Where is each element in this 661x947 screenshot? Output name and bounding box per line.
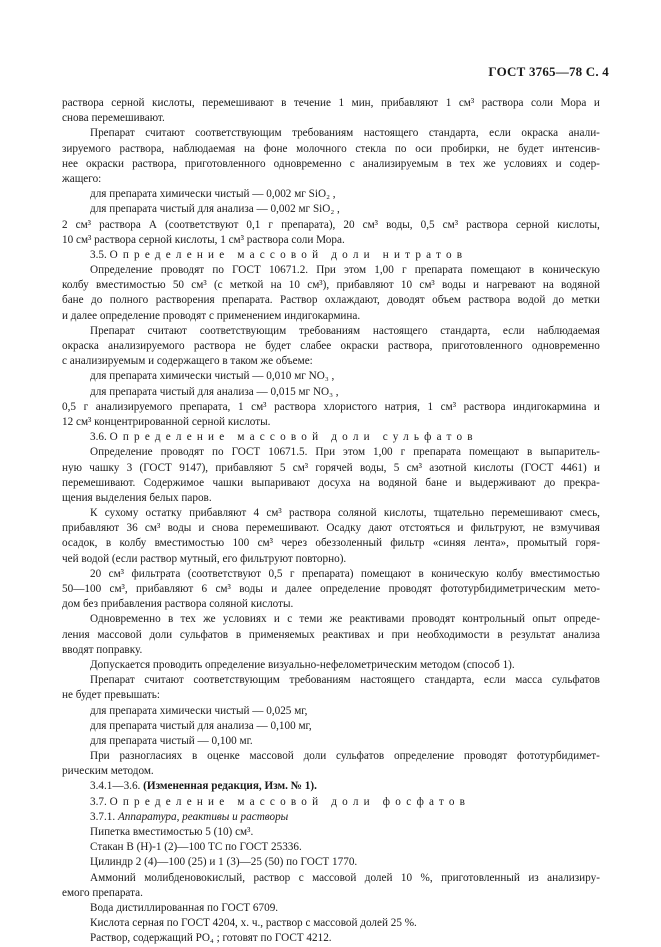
text-line: Препарат считают соответствующим требованиям настоящего стандарта, если масса сульфатов <box>90 674 600 687</box>
document-body <box>62 96 600 947</box>
page-header: ГОСТ 3765—78 С. 4 <box>488 64 609 79</box>
text-line: Аммоний молибденовокислый, раствор с массовой долей 10 %, приготовленный из анализиру- <box>90 871 600 884</box>
text-line: для препарата чистый — 0,100 мг. <box>90 734 253 747</box>
text-line: зируемого раствора, наблюдаемая на фоне молочного стекла по оси пробирки, не будет интенсив- <box>62 142 600 155</box>
text-line: Определение проводят по ГОСТ 10671.5. При этом 1,00 г препарата помещают в выпаритель- <box>90 446 600 459</box>
text-line: Цилиндр 2 (4)—100 (25) и 1 (3)—25 (50) по ГОСТ 1770. <box>90 856 358 869</box>
text-line: 12 см³ концентрированной серной кислоты. <box>62 415 271 428</box>
text-line: При разногласиях в оценке массовой доли сульфатов определение проводят фототурбидимет- <box>90 750 600 763</box>
text-line: К сухому остатку прибавляют 4 см³ раствора соляной кислоты, тщательно перемешивают смесь, <box>90 507 600 520</box>
text-line: ную чашку 3 (ГОСТ 9147), прибавляют 5 см³ горячей воды, 5 см³ азотной кислоты (ГОСТ 4461) и <box>62 461 600 474</box>
text-line: и далее определение проводят с применением индигокармина. <box>62 309 361 322</box>
amendment-note <box>62 779 600 794</box>
text-line: Раствор, содержащий PO₄ ; готовят по ГОСТ 4212. <box>90 932 332 945</box>
text-line: 10 см³ раствора серной кислоты, 1 см³ раствора соли Мора. <box>62 233 345 246</box>
subsection-number: 3.7.1. <box>90 810 116 823</box>
section-heading <box>62 430 600 445</box>
text-line: с анализируемым и содержащего в таком же объеме: <box>62 355 313 368</box>
section-number: 3.5. <box>90 248 107 261</box>
text-line: Препарат считают соответствующим требованиям настоящего стандарта, если наблюдаемая <box>90 324 600 337</box>
section-title: Определение массовой доли нитратов <box>109 248 468 261</box>
text-line: для препарата химически чистый — 0,025 мг, <box>90 704 308 717</box>
text-line: прибавляют 36 см³ воды и снова перемешивают. Осадку дают отстояться и фильтруют, не взмучивая <box>62 522 600 535</box>
section-number: 3.6. <box>90 431 107 444</box>
text-line: для препарата химически чистый — 0,002 мг SiO₂ , <box>90 188 336 201</box>
text-line: 2 см³ раствора А (соответствуют 0,1 г препарата), 20 см³ воды, 0,5 см³ раствора серной кислоты, <box>62 218 600 231</box>
section-title: Определение массовой доли сульфатов <box>109 431 478 444</box>
text-line: ления массовой доли сульфатов в применяемых реактивах и при необходимости в результат анализа <box>62 628 600 641</box>
text-line: щения выделения белых паров. <box>62 491 212 504</box>
text-line: чей водой (если раствор мутный, его фильтруют повторно). <box>62 552 347 565</box>
text-line: 50—100 см³, прибавляют 6 см³ воды и далее определение проводят фототурбидиметрическим мето- <box>62 583 600 595</box>
section-heading <box>62 248 600 263</box>
text-line: перемешивают. Содержимое чашки выпаривают досуха на водяной бане и выдерживают до прекра- <box>62 476 600 489</box>
text-line: нее окраски раствора, приготовленного одновременно с анализируемым в тех же условиях и содер- <box>62 157 600 170</box>
subsection-heading <box>62 810 600 825</box>
text-line: Определение проводят по ГОСТ 10671.2. При этом 1,00 г препарата помещают в коническую <box>90 264 600 277</box>
amendment-range: 3.4.1—3.6. <box>90 780 141 793</box>
text-line: Кислота серная по ГОСТ 4204, х. ч., раствор с массовой долей 25 %. <box>90 917 417 930</box>
text-line: бане до полного растворения препарата. Раствор охлаждают, доводят объем раствора водой до метки <box>62 294 600 307</box>
text-line: 0,5 г анализируемого препарата, 1 см³ раствора хлористого натрия, 1 см³ раствора индигокармина и <box>62 400 600 413</box>
text-line: вводят поправку. <box>62 643 143 656</box>
text-line: для препарата чистый для анализа — 0,015 мг NO₃ , <box>90 385 339 398</box>
text-line: раствора серной кислоты, перемешивают в течение 1 мин, прибавляют 1 см³ раствора соли Мора и <box>62 97 600 109</box>
text-line: рическим методом. <box>62 765 154 778</box>
text-line: не будет превышать: <box>62 689 160 702</box>
amendment-text: (Измененная редакция, Изм. № 1). <box>143 780 317 793</box>
section-number: 3.7. <box>90 795 107 808</box>
text-line: снова перемешивают. <box>62 112 165 125</box>
text-line: Пипетка вместимостью 5 (10) см³. <box>90 826 254 838</box>
text-line: для препарата чистый для анализа — 0,002 мг SiO₂ , <box>90 203 340 216</box>
text-line: дом без прибавления раствора соляной кислоты. <box>62 598 294 611</box>
text-line: Допускается проводить определение визуально-нефелометрическим методом (способ 1). <box>90 658 515 671</box>
text-line: 20 см³ фильтрата (соответствуют 0,5 г препарата) помещают в коническую колбу вместимостью <box>90 567 600 580</box>
text-line: Вода дистиллированная по ГОСТ 6709. <box>90 901 279 914</box>
text-line: жащего: <box>62 172 102 185</box>
text-line: емого препарата. <box>62 886 143 899</box>
text-line: окраска анализируемого раствора не будет слабее окраски раствора, приготовленного одновременно <box>62 340 600 352</box>
text-line: для препарата химически чистый — 0,010 мг NO₃ , <box>90 370 335 383</box>
text-line: Одновременно в тех же условиях и с теми же реактивами проводят контрольный опыт опреде- <box>90 613 600 626</box>
text-line: Препарат считают соответствующим требованиям настоящего стандарта, если окраска анали- <box>90 127 600 140</box>
text-line: для препарата чистый для анализа — 0,100 мг, <box>90 719 312 732</box>
section-heading <box>62 795 600 810</box>
subsection-title: Аппаратура, реактивы и растворы <box>117 810 289 823</box>
text-line: осадок, в колбу вместимостью 100 см³ через обеззоленный фильтр «синяя лента», промытый горя- <box>62 537 600 550</box>
text-line: колбу вместимостью 50 см³ (с меткой на 10 см³), прибавляют 10 см³ воды и нагревают на водяной <box>62 279 600 292</box>
text-line: Стакан В (Н)-1 (2)—100 ТС по ГОСТ 25336. <box>90 841 302 854</box>
section-title: Определение массовой доли фосфатов <box>109 795 471 808</box>
